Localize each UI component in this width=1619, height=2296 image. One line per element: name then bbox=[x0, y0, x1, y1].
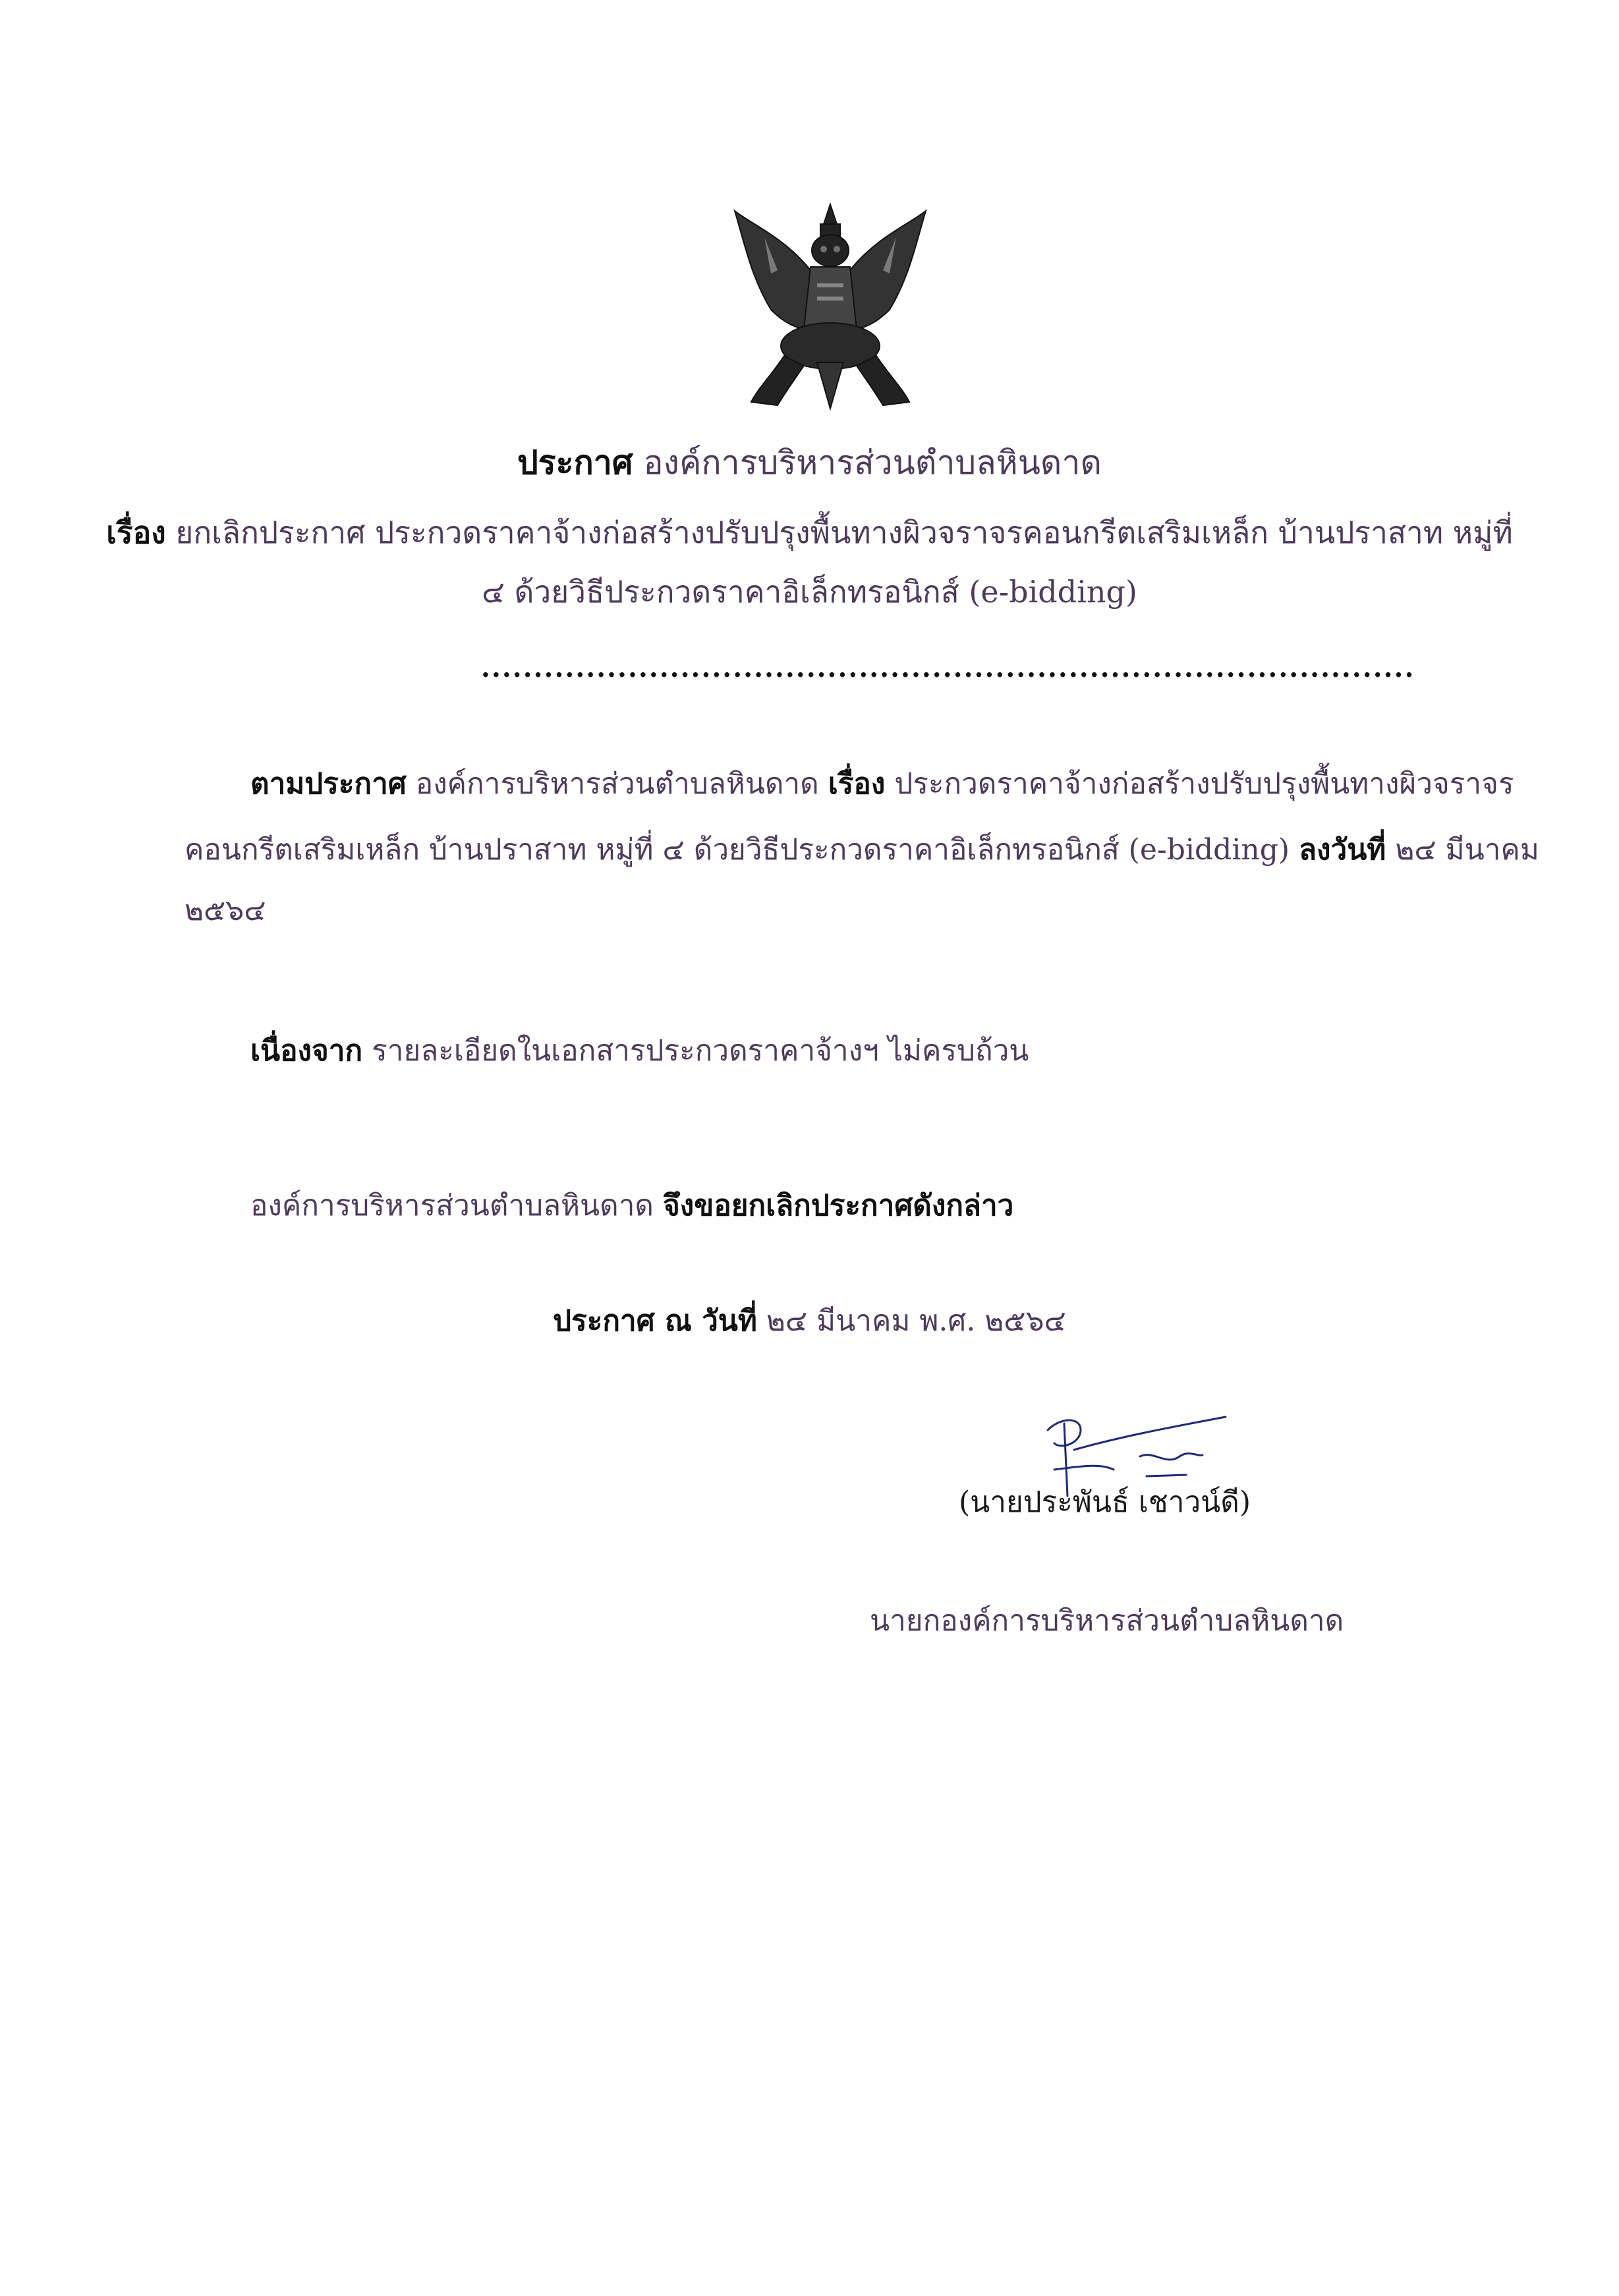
announce-date: ๒๔ มีนาคม พ.ศ. ๒๕๖๔ bbox=[766, 1304, 1066, 1338]
p1-date-label: ลงวันที่ bbox=[1299, 833, 1386, 867]
header-divider: ......................................................................................... bbox=[481, 652, 1415, 683]
garuda-emblem-icon bbox=[725, 198, 936, 422]
title-label: ประกาศ bbox=[517, 443, 633, 482]
subject-label: เรื่อง bbox=[106, 515, 166, 550]
paragraph-1-line2 bbox=[185, 830, 1539, 870]
announce-label: ประกาศ ณ วันที่ bbox=[553, 1304, 757, 1338]
announcement-title bbox=[0, 443, 1619, 482]
p1-subject-label: เรื่อง bbox=[828, 767, 886, 801]
conclusion-org: องค์การบริหารส่วนตำบลหินดาด bbox=[250, 1189, 654, 1222]
p1-text: ประกวดราคาจ้างก่อสร้างปรับปรุงพื้นทางผิวจราจร bbox=[894, 767, 1514, 801]
p1-date: ๒๔ มีนาคม bbox=[1395, 833, 1539, 867]
p1-org: องค์การบริหารส่วนตำบลหินดาด bbox=[415, 767, 819, 801]
signer-position: นายกองค์การบริหารส่วนตำบลหินดาด bbox=[870, 1604, 1344, 1638]
p1-line2: คอนกรีตเสริมเหล็ก บ้านปราสาท หมู่ที่ ๔ ด้วยวิธีประกวดราคาอิเล็กทรอนิกส์ (e-bidding) bbox=[185, 833, 1290, 867]
reason-paragraph bbox=[250, 1031, 1029, 1071]
reason-label: เนื่องจาก bbox=[250, 1034, 363, 1068]
paragraph-1-year: ๒๕๖๔ bbox=[185, 894, 266, 927]
reason-text: รายละเอียดในเอกสารประกวดราคาจ้างฯ ไม่ครบถ้วน bbox=[372, 1034, 1029, 1068]
title-org: องค์การบริหารส่วนตำบลหินดาด bbox=[643, 444, 1102, 482]
conclusion-paragraph bbox=[250, 1186, 1013, 1226]
announcement-subject-line1 bbox=[0, 513, 1619, 552]
signer-name: (นายประพันธ์ เชาวน์ดี) bbox=[959, 1485, 1251, 1519]
conclusion-text: จึงขอยกเลิกประกาศดังกล่าว bbox=[662, 1189, 1014, 1222]
paragraph-1-line1 bbox=[250, 764, 1514, 804]
subject-text-line1: ยกเลิกประกาศ ประกวดราคาจ้างก่อสร้างปรับปรุงพื้นทางผิวจราจรคอนกรีตเสริมเหล็ก บ้านปราสาท หมู่ที่ bbox=[175, 515, 1513, 550]
announce-date-line bbox=[0, 1302, 1619, 1341]
p1-label: ตามประกาศ bbox=[250, 767, 407, 801]
announcement-subject-line2: ๔ ด้วยวิธีประกวดราคาอิเล็กทรอนิกส์ (e-bidding) bbox=[482, 574, 1137, 610]
